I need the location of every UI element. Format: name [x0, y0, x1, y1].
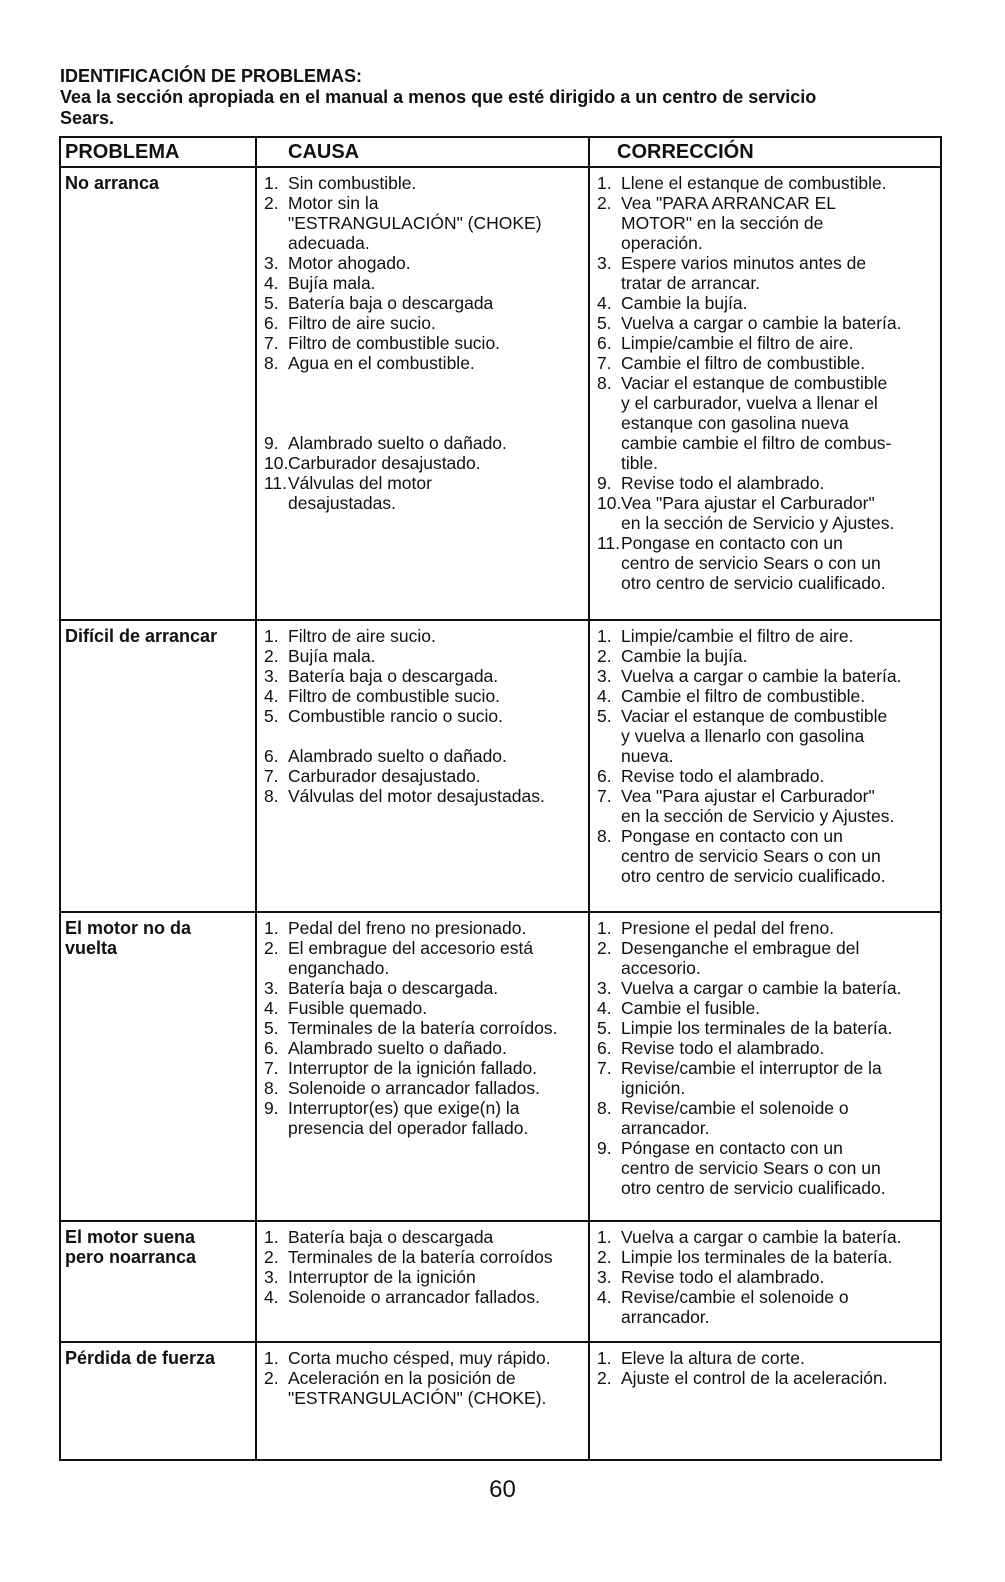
list-item: [264, 293, 588, 313]
list-item: [264, 333, 588, 353]
problem-label: Difícil de arrancar: [65, 626, 218, 646]
item-text: Válvulas del motor desajustadas.: [288, 473, 432, 513]
list-item: [264, 746, 588, 766]
list-item: [264, 453, 588, 473]
list-item: [597, 173, 940, 193]
item-text: Terminales de la batería corroídos.: [288, 1018, 558, 1038]
item-number: 4.: [597, 293, 612, 313]
table-header-row: [61, 138, 940, 168]
item-text: Revise todo el alambrado.: [621, 766, 825, 786]
item-text: Válvulas del motor desajustadas.: [288, 786, 545, 806]
list-item: [597, 353, 940, 373]
list-item: [597, 826, 940, 886]
list-item: [264, 706, 588, 746]
item-number: 1.: [597, 173, 612, 193]
item-text: Llene el estanque de combustible.: [621, 173, 887, 193]
column-header-correction: CORRECCIÓN: [617, 141, 754, 163]
list-item: [264, 766, 588, 786]
item-text: Revise/cambie el solenoide o arrancador.: [621, 1098, 849, 1138]
correction-cell: [590, 1222, 940, 1341]
list-item: [264, 998, 588, 1018]
list-item: [264, 918, 588, 938]
list-item: [264, 1348, 588, 1368]
list-item: [264, 938, 588, 978]
item-text: Cambie el filtro de combustible.: [621, 353, 866, 373]
item-number: 2.: [264, 938, 279, 958]
item-text: Motor sin la "ESTRANGULACIÓN" (CHOKE) adecuada.: [288, 193, 542, 253]
list-item: [597, 766, 940, 786]
item-text: Revise/cambie el solenoide o arrancador.: [621, 1287, 849, 1327]
list-item: [597, 373, 940, 473]
item-number: 1.: [264, 173, 279, 193]
heading-line-1: Vea la sección apropiada en el manual a menos que esté dirigido a un centro de servicio: [60, 87, 817, 107]
item-number: 5.: [597, 1018, 612, 1038]
item-text: Bujía mala.: [288, 273, 376, 293]
item-text: Revise todo el alambrado.: [621, 1267, 825, 1287]
item-text: Corta mucho césped, muy rápido.: [288, 1348, 551, 1368]
item-number: 1.: [597, 918, 612, 938]
list-item: [264, 666, 588, 686]
correction-cell: [590, 621, 940, 911]
item-number: 1.: [597, 1227, 612, 1247]
item-text: Batería baja o descargada: [288, 293, 494, 313]
item-number: 2.: [264, 1247, 279, 1267]
item-number: 2.: [597, 1247, 612, 1267]
item-text: Presione el pedal del freno.: [621, 918, 835, 938]
item-number: 9.: [264, 433, 279, 453]
item-number: 3.: [264, 1267, 279, 1287]
item-text: Vaciar el estanque de combustible y vuelva a llenarlo con gasolina nueva.: [621, 706, 888, 766]
item-text: Motor ahogado.: [288, 253, 411, 273]
item-number: 8.: [597, 1098, 612, 1118]
item-number: 9.: [597, 473, 612, 493]
item-text: Pedal del freno no presionado.: [288, 918, 527, 938]
item-text: Alambrado suelto o dañado.: [288, 1038, 507, 1058]
item-text: Limpie/cambie el filtro de aire.: [621, 333, 854, 353]
problem-label: El motor no da vuelta: [65, 918, 191, 958]
item-text: Agua en el combustible.: [288, 353, 475, 373]
heading-line-2: Sears.: [60, 108, 115, 128]
list-item: [597, 626, 940, 646]
list-item: [597, 253, 940, 293]
item-number: 5.: [264, 706, 279, 726]
item-text: Revise todo el alambrado.: [621, 473, 825, 493]
item-number: 8.: [264, 353, 279, 373]
correction-cell-list: [597, 1222, 940, 1327]
list-item: [264, 1018, 588, 1038]
item-text: Filtro de combustible sucio.: [288, 333, 501, 353]
list-item: [597, 686, 940, 706]
list-item: [597, 786, 940, 826]
item-number: 4.: [264, 686, 279, 706]
item-number: 6.: [264, 1038, 279, 1058]
item-text: Pongase en contacto con un centro de servicio Sears o con un otro centro de servicio cualificado.: [621, 826, 886, 886]
list-item: [264, 353, 588, 433]
item-text: Batería baja o descargada.: [288, 666, 499, 686]
item-number: 11.: [264, 473, 288, 493]
list-item: [264, 646, 588, 666]
list-item: [597, 1098, 940, 1138]
item-text: Sin combustible.: [288, 173, 417, 193]
item-number: 4.: [264, 998, 279, 1018]
list-item: [597, 473, 940, 493]
item-number: 8.: [264, 1078, 279, 1098]
item-number: 7.: [597, 1058, 612, 1078]
list-item: [597, 1038, 940, 1058]
list-item: [597, 938, 940, 978]
item-text: Vea "PARA ARRANCAR EL MOTOR" en la sección de operación.: [621, 193, 837, 253]
item-text: Vuelva a cargar o cambie la batería.: [621, 978, 902, 998]
list-item: [264, 173, 588, 193]
cause-cell: [257, 1222, 590, 1341]
problem-cell: [61, 913, 257, 1220]
item-number: 7.: [597, 353, 612, 373]
item-number: 10.: [264, 453, 289, 473]
list-item: [264, 1267, 588, 1287]
column-header-cause: CAUSA: [257, 138, 590, 166]
item-text: Desenganche el embrague del accesorio.: [621, 938, 860, 978]
item-number: 1.: [264, 1348, 279, 1368]
list-item: [597, 666, 940, 686]
list-item: [264, 1058, 588, 1078]
item-text: Pongase en contacto con un centro de servicio Sears o con un otro centro de servicio cualificado.: [621, 533, 886, 593]
item-number: 5.: [597, 706, 612, 726]
item-number: 6.: [264, 313, 279, 333]
item-text: Vuelva a cargar o cambie la batería.: [621, 313, 902, 333]
table-row: [61, 1343, 940, 1459]
list-item: [597, 533, 940, 593]
item-number: 3.: [597, 1267, 612, 1287]
item-number: 1.: [264, 626, 279, 646]
item-number: 2.: [597, 1368, 612, 1388]
table-row: [61, 1222, 940, 1343]
item-text: Ajuste el control de la aceleración.: [621, 1368, 888, 1388]
item-number: 2.: [264, 1368, 279, 1388]
table-row: [61, 913, 940, 1222]
cause-cell-list: [264, 168, 588, 513]
item-text: Fusible quemado.: [288, 998, 428, 1018]
list-item: [264, 1078, 588, 1098]
item-number: 2.: [264, 193, 279, 213]
item-text: Revise todo el alambrado.: [621, 1038, 825, 1058]
item-number: 2.: [597, 193, 612, 213]
item-number: 3.: [264, 253, 279, 273]
list-item: [597, 193, 940, 253]
item-text: Batería baja o descargada.: [288, 978, 499, 998]
item-number: 3.: [597, 978, 612, 998]
correction-cell: [590, 168, 940, 619]
list-item: [264, 1227, 588, 1247]
item-number: 2.: [597, 646, 612, 666]
item-number: 2.: [597, 938, 612, 958]
item-number: 7.: [264, 766, 279, 786]
item-text: Cambie el filtro de combustible.: [621, 686, 866, 706]
item-number: 2.: [264, 646, 279, 666]
item-number: 1.: [264, 1227, 279, 1247]
correction-cell-list: [597, 1343, 940, 1388]
item-number: 9.: [597, 1138, 612, 1158]
cause-cell-list: [264, 621, 588, 806]
item-number: 7.: [264, 333, 279, 353]
problem-cell: [61, 1222, 257, 1341]
page-number: 60: [489, 1476, 516, 1503]
list-item: [264, 313, 588, 333]
item-number: 7.: [597, 786, 612, 806]
item-text: Interruptor de la ignición fallado.: [288, 1058, 538, 1078]
item-number: 8.: [597, 826, 612, 846]
list-item: [597, 1267, 940, 1287]
list-item: [264, 253, 588, 273]
item-text: Carburador desajustado.: [288, 766, 481, 786]
item-number: 8.: [597, 373, 612, 393]
item-text: Solenoide o arrancador fallados.: [288, 1078, 540, 1098]
item-text: Bujía mala.: [288, 646, 376, 666]
cause-cell: [257, 913, 590, 1220]
list-item: [264, 786, 588, 806]
heading-title: IDENTIFICACIÓN DE PROBLEMAS:: [60, 66, 363, 86]
item-number: 3.: [264, 666, 279, 686]
list-item: [597, 978, 940, 998]
problem-cell: [61, 1343, 257, 1459]
item-text: Alambrado suelto o dañado.: [288, 746, 507, 766]
cause-cell-list: [264, 1343, 588, 1408]
item-text: Solenoide o arrancador fallados.: [288, 1287, 540, 1307]
item-number: 6.: [597, 333, 612, 353]
item-number: 7.: [264, 1058, 279, 1078]
correction-cell: [590, 1343, 940, 1459]
list-item: [597, 998, 940, 1018]
list-item: [264, 1368, 588, 1408]
correction-cell-list: [597, 913, 940, 1198]
item-text: Limpie los terminales de la batería.: [621, 1247, 893, 1267]
list-item: [597, 1138, 940, 1198]
item-number: 4.: [597, 998, 612, 1018]
list-item: [264, 433, 588, 453]
list-item: [597, 333, 940, 353]
table-body: [61, 168, 940, 1459]
item-number: 4.: [264, 1287, 279, 1307]
list-item: [264, 1287, 588, 1307]
list-item: [597, 293, 940, 313]
column-header-problem: PROBLEMA: [61, 138, 257, 166]
list-item: [264, 686, 588, 706]
item-text: Interruptor(es) que exige(n) la presencia del operador fallado.: [288, 1098, 529, 1138]
item-number: 3.: [264, 978, 279, 998]
item-number: 5.: [264, 293, 279, 313]
cause-cell: [257, 168, 590, 619]
list-item: [264, 978, 588, 998]
item-number: 9.: [264, 1098, 279, 1118]
item-number: 1.: [597, 1348, 612, 1368]
list-item: [264, 1038, 588, 1058]
item-text: Combustible rancio o sucio.: [288, 706, 503, 726]
list-item: [597, 1287, 940, 1327]
item-number: 6.: [264, 746, 279, 766]
correction-cell-list: [597, 168, 940, 593]
item-number: 3.: [597, 253, 612, 273]
list-item: [597, 918, 940, 938]
item-text: Póngase en contacto con un centro de servicio Sears o con un otro centro de servicio cualificado.: [621, 1138, 886, 1198]
item-number: 10.: [597, 493, 622, 513]
item-number: 5.: [264, 1018, 279, 1038]
item-text: Cambie la bujía.: [621, 293, 748, 313]
list-item: [264, 1247, 588, 1267]
item-text: Interruptor de la ignición: [288, 1267, 476, 1287]
list-item: [264, 473, 588, 513]
problem-cell: [61, 168, 257, 619]
list-item: [264, 193, 588, 253]
item-number: 6.: [597, 766, 612, 786]
item-number: 1.: [264, 918, 279, 938]
list-item: [597, 1348, 940, 1368]
list-item: [264, 626, 588, 646]
item-text: Batería baja o descargada: [288, 1227, 494, 1247]
list-item: [597, 1058, 940, 1098]
list-item: [264, 1098, 588, 1138]
correction-cell-list: [597, 621, 940, 886]
list-item: [597, 1247, 940, 1267]
item-text: Filtro de aire sucio.: [288, 626, 436, 646]
cause-cell-list: [264, 913, 588, 1138]
item-number: 5.: [597, 313, 612, 333]
item-text: Vuelva a cargar o cambie la batería.: [621, 1227, 902, 1247]
cause-cell: [257, 621, 590, 911]
problem-label: El motor suena pero noarranca: [65, 1227, 197, 1267]
item-text: Revise/cambie el interruptor de la ignición.: [621, 1058, 882, 1098]
item-text: Vaciar el estanque de combustible y el carburador, vuelva a llenar el estanque con gasolina nueva cambie cambie el filtro de combus- tible.: [621, 373, 892, 473]
item-text: Terminales de la batería corroídos: [288, 1247, 553, 1267]
problem-label: No arranca: [65, 173, 160, 193]
item-text: Alambrado suelto o dañado.: [288, 433, 507, 453]
item-number: 6.: [597, 1038, 612, 1058]
item-number: 8.: [264, 786, 279, 806]
item-text: Vuelva a cargar o cambie la batería.: [621, 666, 902, 686]
list-item: [264, 273, 588, 293]
cause-cell-list: [264, 1222, 588, 1307]
problem-cell: [61, 621, 257, 911]
cause-cell: [257, 1343, 590, 1459]
list-item: [597, 1018, 940, 1038]
correction-cell: [590, 913, 940, 1220]
list-item: [597, 646, 940, 666]
item-text: Cambie el fusible.: [621, 998, 761, 1018]
list-item: [597, 1368, 940, 1388]
item-number: 3.: [597, 666, 612, 686]
item-number: 11.: [597, 533, 621, 553]
item-text: El embrague del accesorio está enganchado.: [288, 938, 534, 978]
item-number: 4.: [597, 686, 612, 706]
item-text: Filtro de aire sucio.: [288, 313, 436, 333]
page-heading: [60, 66, 940, 129]
item-number: 1.: [597, 626, 612, 646]
item-text: Filtro de combustible sucio.: [288, 686, 501, 706]
list-item: [597, 706, 940, 766]
list-item: [597, 1227, 940, 1247]
table-row: [61, 168, 940, 621]
table-row: [61, 621, 940, 913]
item-text: Limpie los terminales de la batería.: [621, 1018, 893, 1038]
item-number: 4.: [264, 273, 279, 293]
item-text: Vea "Para ajustar el Carburador" en la sección de Servicio y Ajustes.: [621, 786, 895, 826]
troubleshooting-table: [59, 136, 942, 1461]
item-number: 4.: [597, 1287, 612, 1307]
list-item: [597, 493, 940, 533]
item-text: Carburador desajustado.: [288, 453, 481, 473]
item-text: Aceleración en la posición de "ESTRANGULACIÓN" (CHOKE).: [288, 1368, 547, 1408]
list-item: [597, 313, 940, 333]
item-text: Eleve la altura de corte.: [621, 1348, 805, 1368]
item-text: Cambie la bujía.: [621, 646, 748, 666]
item-text: Espere varios minutos antes de tratar de arrancar.: [621, 253, 867, 293]
item-text: Limpie/cambie el filtro de aire.: [621, 626, 854, 646]
item-text: Vea "Para ajustar el Carburador" en la sección de Servicio y Ajustes.: [621, 493, 895, 533]
problem-label: Pérdida de fuerza: [65, 1348, 216, 1368]
